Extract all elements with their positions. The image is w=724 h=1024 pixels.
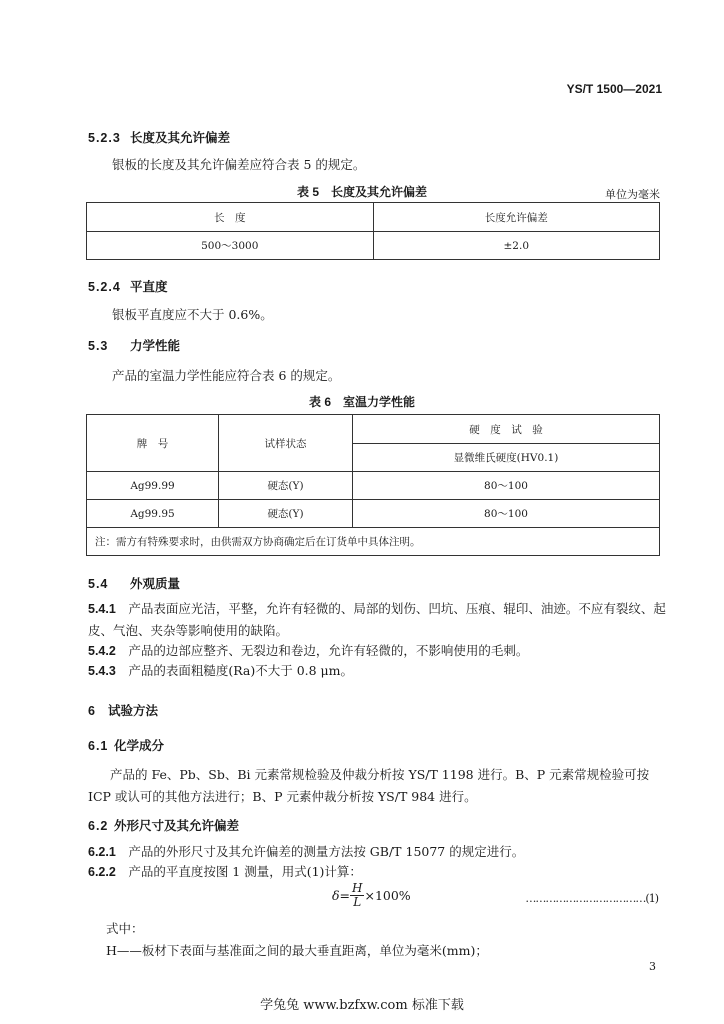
section-number: 6.1 bbox=[88, 739, 109, 753]
table-row bbox=[87, 472, 660, 500]
section-title: 平直度 bbox=[130, 280, 168, 294]
section-text: 产品的外形尺寸及其允许偏差的测量方法按 GB/T 15077 的规定进行。 bbox=[128, 844, 525, 859]
table6-note: 注：需方有特殊要求时，由供需双方协商确定后在订货单中具体注明。 bbox=[87, 528, 660, 556]
table6-header-grade: 牌 号 bbox=[87, 415, 219, 472]
table6-header-hv: 显微维氏硬度(HV0.1) bbox=[353, 444, 660, 472]
section-number: 6.2.2 bbox=[88, 865, 116, 879]
section-number: 5.4.1 bbox=[88, 602, 116, 616]
formula-1 bbox=[332, 882, 411, 909]
table5-caption: 表 5 长度及其允许偏差 bbox=[296, 185, 427, 199]
table6 bbox=[86, 414, 660, 556]
table6-header-state: 试样状态 bbox=[219, 415, 353, 472]
section-5-2-4-heading bbox=[88, 277, 168, 295]
section-text: 产品的平直度按图 1 测量，用式(1)计算： bbox=[128, 864, 362, 879]
table5-header-length: 长 度 bbox=[87, 203, 374, 232]
section-number: 6.2.1 bbox=[88, 845, 116, 859]
section-5-2-4-text: 银板平直度应不大于 0.6%。 bbox=[112, 307, 273, 322]
section-title: 化学成分 bbox=[114, 739, 165, 753]
section-5-4-heading bbox=[88, 574, 180, 592]
table5-header-tolerance: 长度允许偏差 bbox=[373, 203, 660, 232]
table5-cell-tolerance: ±2.0 bbox=[373, 232, 660, 260]
section-number: 5.4 bbox=[88, 577, 109, 591]
page-number: 3 bbox=[649, 960, 656, 973]
section-6-2-heading bbox=[88, 816, 239, 834]
section-5-3-heading bbox=[88, 336, 180, 354]
table6-cell-hv: 80～100 bbox=[353, 500, 660, 528]
section-5-4-1 bbox=[88, 598, 666, 642]
where-label: 式中： bbox=[106, 921, 144, 936]
section-6-2-1 bbox=[88, 841, 524, 863]
section-number: 5.3 bbox=[88, 339, 109, 353]
section-5-2-3-text: 银板的长度及其允许偏差应符合表 5 的规定。 bbox=[112, 157, 366, 172]
table6-cell-grade: Ag99.99 bbox=[87, 472, 219, 500]
table5 bbox=[86, 202, 660, 260]
table6-cell-state: 硬态(Y) bbox=[219, 500, 353, 528]
standard-number: YS/T 1500—2021 bbox=[566, 82, 662, 96]
table6-header-hardness: 硬 度 试 验 bbox=[353, 415, 660, 444]
section-title: 长度及其允许偏差 bbox=[130, 131, 231, 145]
section-number: 5.4.3 bbox=[88, 664, 116, 678]
section-number: 5.2.3 bbox=[88, 131, 121, 145]
table-row bbox=[87, 500, 660, 528]
section-6-1-heading bbox=[88, 736, 164, 754]
formula-number: ………………………………(1) bbox=[525, 892, 658, 905]
section-number: 5.4.2 bbox=[88, 644, 116, 658]
section-6-1-text: 产品的 Fe、Pb、Sb、Bi 元素常规检验及仲裁分析按 YS/T 1198 进行。B、P 元素常规检验可按 ICP 或认可的其他方法进行；B、P 元素仲裁分析按 YS/T 984 进行。 bbox=[88, 767, 650, 804]
section-title: 力学性能 bbox=[130, 339, 181, 353]
section-6-heading bbox=[88, 701, 158, 719]
section-number: 6 bbox=[88, 704, 96, 718]
formula-denominator: L bbox=[353, 895, 362, 909]
h-definition: H——板材下表面与基准面之间的最大垂直距离，单位为毫米(mm)； bbox=[106, 943, 488, 958]
table5-unit: 单位为毫米 bbox=[605, 188, 660, 201]
table6-cell-state: 硬态(Y) bbox=[219, 472, 353, 500]
section-title: 试验方法 bbox=[108, 704, 159, 718]
table6-cell-hv: 80～100 bbox=[353, 472, 660, 500]
table5-cell-length: 500～3000 bbox=[87, 232, 374, 260]
table6-caption: 表 6 室温力学性能 bbox=[308, 395, 415, 409]
section-5-3-text: 产品的室温力学性能应符合表 6 的规定。 bbox=[112, 368, 341, 383]
formula-rhs: ×100% bbox=[364, 888, 411, 903]
section-text: 产品表面应光洁，平整，允许有轻微的、局部的划伤、凹坑、压痕、辊印、油迹。不应有裂纹、起皮、气泡、夹杂等影响使用的缺陷。 bbox=[88, 601, 666, 638]
formula-fraction bbox=[350, 882, 364, 909]
section-text: 产品的表面粗糙度(Ra)不大于 0.8 μm。 bbox=[128, 663, 354, 678]
section-6-2-2 bbox=[88, 861, 362, 883]
section-number: 6.2 bbox=[88, 819, 109, 833]
section-5-2-3-heading bbox=[88, 128, 230, 146]
formula-numerator: H bbox=[352, 881, 363, 895]
footer-watermark: 学兔兔 www.bzfxw.com 标准下载 bbox=[260, 998, 464, 1013]
section-title: 外观质量 bbox=[130, 577, 181, 591]
section-text: 产品的边部应整齐、无裂边和卷边，允许有轻微的，不影响使用的毛刺。 bbox=[128, 643, 529, 658]
section-number: 5.2.4 bbox=[88, 280, 121, 294]
formula-lhs: δ= bbox=[332, 888, 350, 903]
section-5-4-3 bbox=[88, 660, 353, 682]
table6-cell-grade: Ag99.95 bbox=[87, 500, 219, 528]
section-title: 外形尺寸及其允许偏差 bbox=[114, 819, 240, 833]
section-5-4-2 bbox=[88, 640, 528, 662]
